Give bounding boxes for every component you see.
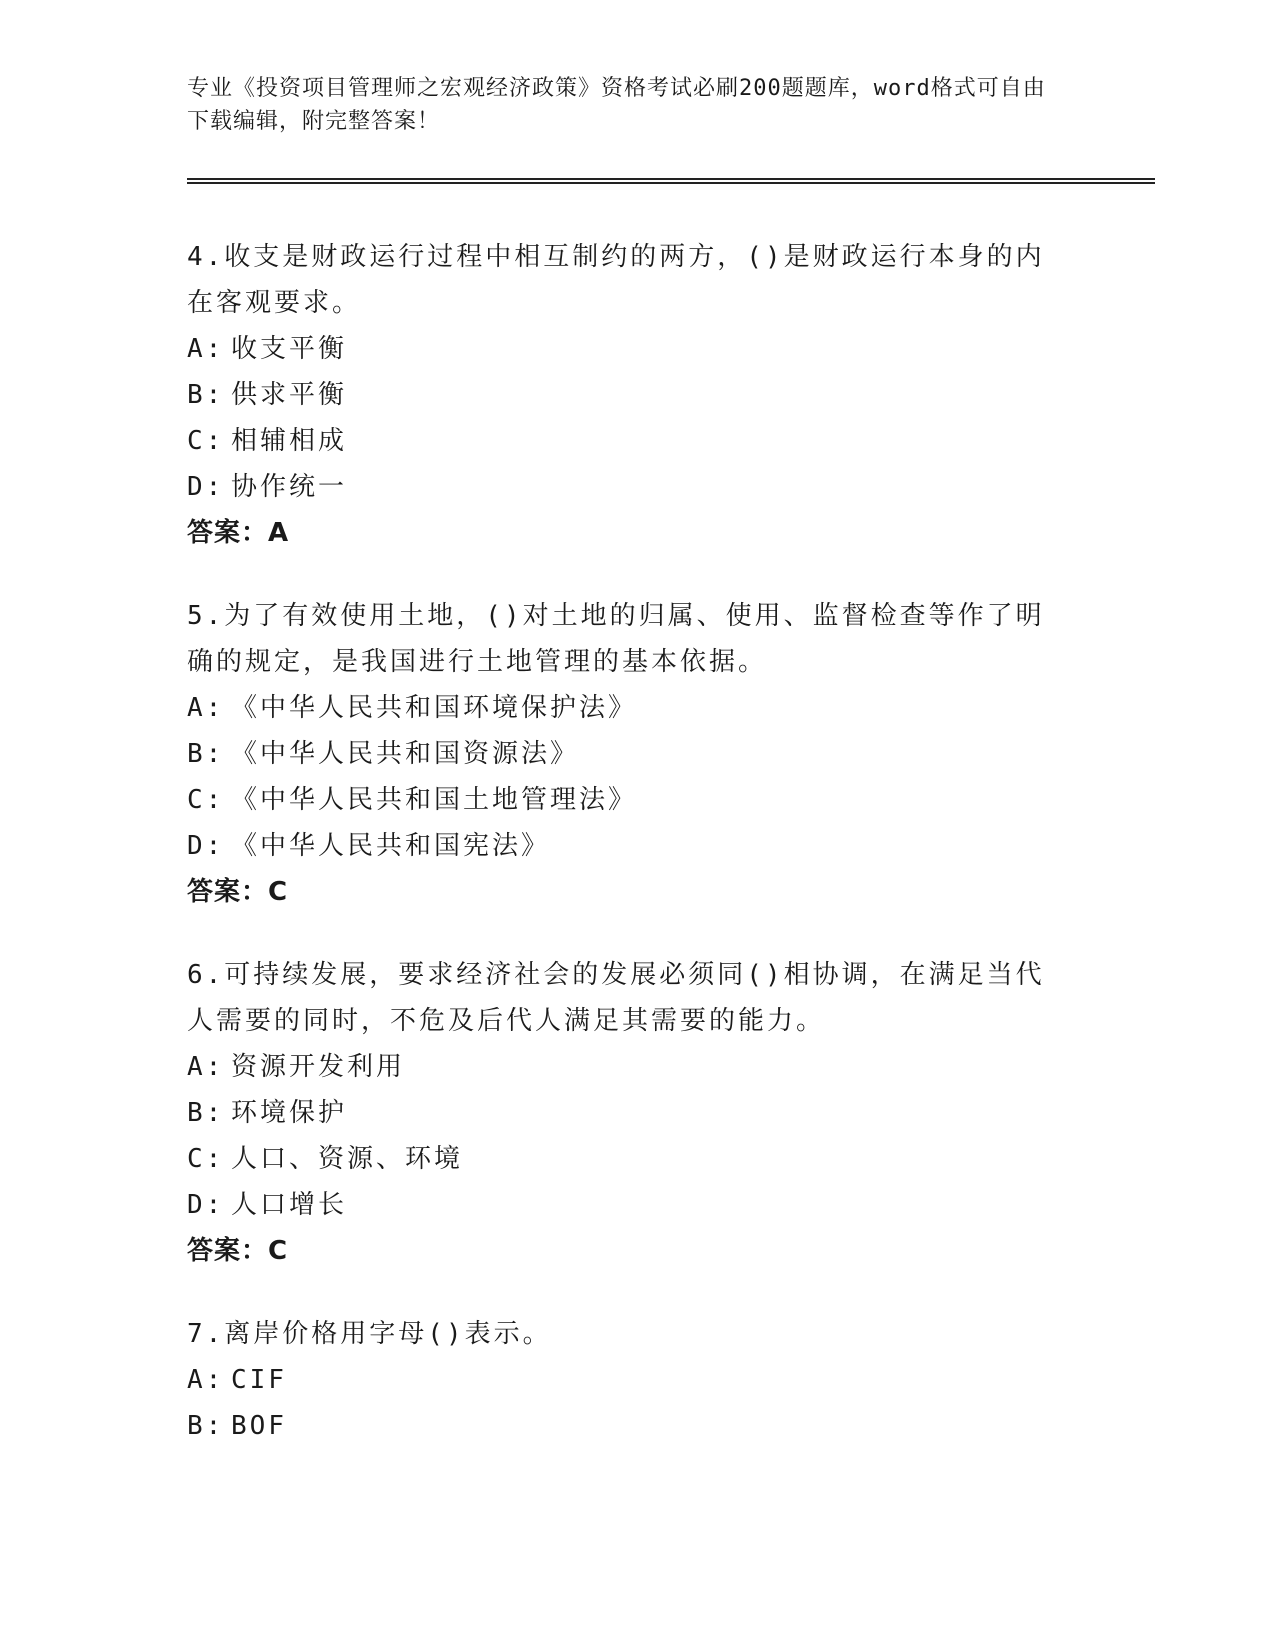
option-letter: A:	[187, 334, 225, 364]
option-a	[187, 326, 1067, 372]
option-text: 供求平衡	[231, 380, 348, 410]
option-letter: B:	[187, 380, 225, 410]
option-letter: B:	[187, 1098, 225, 1128]
question-list	[187, 234, 1067, 1486]
option-text: 《中华人民共和国资源法》	[231, 739, 580, 769]
question-6	[187, 952, 1067, 1274]
header-divider	[187, 178, 1155, 184]
option-b	[187, 1403, 1067, 1449]
option-letter: D:	[187, 831, 225, 861]
question-text: 4.收支是财政运行过程中相互制约的两方，()是财政运行本身的内在客观要求。	[187, 242, 1045, 318]
option-b	[187, 1090, 1067, 1136]
option-text: 人口、资源、环境	[231, 1144, 464, 1174]
option-text: 协作统一	[231, 472, 348, 502]
option-text: 相辅相成	[231, 426, 348, 456]
option-letter: D:	[187, 472, 225, 502]
question-text: 7.离岸价格用字母()表示。	[187, 1319, 552, 1349]
question-5	[187, 593, 1067, 915]
option-text: 《中华人民共和国土地管理法》	[231, 785, 638, 815]
option-text: 资源开发利用	[231, 1052, 406, 1082]
option-text: BOF	[231, 1411, 287, 1441]
question-7	[187, 1311, 1067, 1449]
document-header: 专业《投资项目管理师之宏观经济政策》资格考试必刷200题题库，word格式可自由下载编辑，附完整答案！	[187, 76, 1046, 134]
option-a	[187, 1044, 1067, 1090]
option-text: 环境保护	[231, 1098, 348, 1128]
answer-text: 答案：C	[187, 877, 289, 907]
option-letter: C:	[187, 426, 225, 456]
option-letter: D:	[187, 1190, 225, 1220]
option-b	[187, 731, 1067, 777]
option-text: 收支平衡	[231, 334, 348, 364]
option-c	[187, 1136, 1067, 1182]
option-letter: C:	[187, 785, 225, 815]
option-text: 《中华人民共和国环境保护法》	[231, 693, 638, 723]
answer-text: 答案：C	[187, 1236, 289, 1266]
option-letter: A:	[187, 1052, 225, 1082]
option-d	[187, 823, 1067, 869]
option-c	[187, 418, 1067, 464]
option-text: CIF	[231, 1365, 287, 1395]
question-text: 6.可持续发展，要求经济社会的发展必须同()相协调，在满足当代人需要的同时，不危及后代人满足其需要的能力。	[187, 960, 1045, 1036]
option-letter: B:	[187, 739, 225, 769]
option-letter: A:	[187, 1365, 225, 1395]
option-d	[187, 1182, 1067, 1228]
option-d	[187, 464, 1067, 510]
option-letter: A:	[187, 693, 225, 723]
option-text: 人口增长	[231, 1190, 348, 1220]
option-b	[187, 372, 1067, 418]
option-letter: B:	[187, 1411, 225, 1441]
option-a	[187, 685, 1067, 731]
option-a	[187, 1357, 1067, 1403]
option-letter: C:	[187, 1144, 225, 1174]
question-4	[187, 234, 1067, 556]
option-c	[187, 777, 1067, 823]
option-text: 《中华人民共和国宪法》	[231, 831, 551, 861]
question-text: 5.为了有效使用土地，()对土地的归属、使用、监督检查等作了明确的规定，是我国进行土地管理的基本依据。	[187, 601, 1045, 677]
answer-text: 答案：A	[187, 518, 290, 548]
